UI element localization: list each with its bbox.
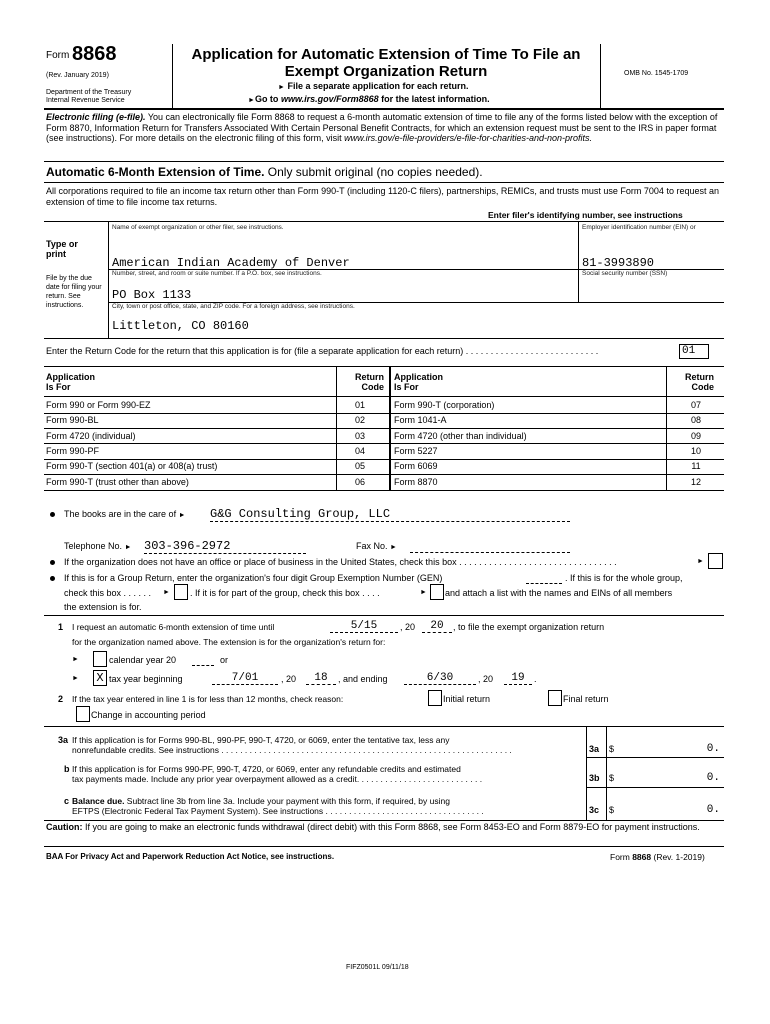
table-bottom-border — [44, 490, 724, 491]
line2-text: If the tax year entered in line 1 is for less than 12 months, check reason: — [72, 694, 344, 704]
arrow-icon: ► — [72, 656, 79, 663]
arrow-icon: ► — [248, 97, 255, 104]
table-row-form: Form 990-T (corporation) — [394, 400, 495, 410]
tax-year-begin-year-field[interactable]: 18 — [306, 672, 336, 685]
calendar-year-label: calendar year 20 — [109, 655, 177, 665]
tax-year-label: tax year beginning — [109, 674, 183, 684]
line1-number: 1 — [58, 622, 64, 632]
line3a-label: 3a — [589, 744, 600, 754]
line1-text: I request an automatic 6-month extension of time until — [72, 622, 275, 632]
table-row-code: 04 — [354, 445, 365, 456]
table-row-code: 05 — [354, 461, 365, 472]
final-return-label: Final return — [563, 694, 609, 704]
arrow-icon: ► — [163, 589, 170, 596]
bullet-icon — [50, 576, 55, 581]
group-members-text: the extension is for. — [64, 602, 142, 612]
table-header-code: Return Code — [355, 372, 384, 392]
efile-paragraph: Electronic filing (e-file). You can electronically file Form 8868 to request a 6-month automatic extension of time to file any of the forms listed below with the exception of Form 8870, Information Return for Transfers Associated With Certain Personal Benefit Contracts, for which an extension request must be sent to the IRS in paper format (see instructions). For more details on the electronic filing of this form, visit www.irs.gov/e-file-providers/e-file-for-charities-and-non-profits. — [46, 112, 718, 143]
line3c-label: 3c — [589, 805, 600, 815]
city-label: City, town or post office, state, and ZIP code. For a foreign address, see instructions. — [112, 303, 355, 310]
line3c-text: Balance due. Subtract line 3b from line 3a. Include your payment with this form, if required, by using EFTPS (Electronic Federal Tax Payment System). See instructions . . . . . . . . . . . . . . . . . . . . . . . . . . . . . . . . . . — [72, 796, 484, 816]
arrow-icon: ► — [278, 84, 285, 91]
irs-link[interactable]: www.irs.gov/Form8868 — [280, 94, 379, 104]
dollar-sign: $ — [609, 744, 615, 754]
table-row-code: 01 — [354, 400, 365, 410]
automatic-paragraph: All corporations required to file an income tax return other than Form 990-T (including 1120-C filers), partnerships, REMICs, and trusts must use Form 7004 to request an extension of time to file income tax returns. — [46, 186, 719, 207]
table-row-form: Form 4720 (individual) — [46, 430, 136, 441]
calendar-year-field[interactable] — [192, 655, 214, 666]
or-label: or — [220, 655, 229, 665]
city-field[interactable]: Littleton, CO 80160 — [112, 319, 249, 333]
table-row-divider — [44, 428, 724, 429]
telephone-field[interactable]: 303-396-2972 — [144, 539, 306, 554]
table-row-code: 10 — [690, 445, 701, 456]
dollar-sign: $ — [609, 773, 615, 783]
arrow-icon: ► — [72, 675, 79, 682]
comma20-label: , 20 — [281, 674, 297, 684]
table-row-code: 12 — [690, 476, 701, 487]
group-attach-text: and attach a list with the names and EINs of all members — [445, 588, 673, 598]
ein-instruction: Enter filer's identifying number, see instructions — [488, 210, 683, 220]
tax-year-begin-field[interactable]: 7/01 — [212, 672, 278, 685]
table-row-code: 07 — [690, 400, 701, 410]
arrow-icon: ► — [178, 512, 186, 519]
department-line2: Internal Revenue Service — [46, 97, 125, 104]
table-row-code: 02 — [354, 415, 365, 426]
line3b-amount-field[interactable]: 0. — [706, 772, 720, 784]
table-row-form: Form 990-PF — [46, 445, 100, 456]
table-row-code: 11 — [691, 461, 701, 472]
telephone-label: Telephone No. ► — [64, 541, 132, 551]
extension-until-field[interactable]: 5/15 — [330, 620, 398, 633]
tax-year-end-year-field[interactable]: 19 — [504, 672, 532, 685]
omb-number: OMB No. 1545-1709 — [624, 70, 689, 77]
subtitle-goto: ►Go to www.irs.gov/Form8868 for the latest information. — [248, 94, 490, 104]
books-label: The books are in the care of ► — [64, 509, 186, 519]
table-row-form: Form 8870 — [394, 476, 438, 487]
line3b-text: If this application is for Forms 990-PF, 990-T, 4720, or 6069, enter any refundable credits and estimated tax payments made. Include any prior year overpayment allowed as a credit. . . . . . . . . . . . . . . . . . . . . . . . . . . — [72, 764, 483, 784]
group-part-text: . If it is for part of the group, check this box . . . . — [190, 588, 380, 598]
line3a-amount-field[interactable]: 0. — [706, 743, 720, 755]
line2-number: 2 — [58, 694, 64, 704]
ein-label: Employer identification number (EIN) or — [582, 224, 696, 231]
type-or-print-label: Type or print — [46, 239, 78, 259]
arrow-icon: ► — [124, 544, 132, 551]
group-whole-text: . If this is for the whole group, — [565, 573, 683, 583]
group-gen-text: If this is for a Group Return, enter the organization's four digit Group Exemption Number (GEN) — [64, 573, 443, 583]
form-word: Form — [46, 50, 70, 61]
books-care-field[interactable]: G&G Consulting Group, LLC — [210, 507, 570, 522]
group-check-text: check this box . . . . . . — [64, 588, 152, 598]
line1-comma20: , 20 — [400, 622, 416, 632]
arrow-icon: ► — [697, 558, 704, 565]
line1-text3: for the organization named above. The extension is for the organization's return for: — [72, 637, 386, 647]
org-name-field[interactable]: American Indian Academy of Denver — [112, 256, 350, 270]
file-by-note: File by the due date for filing your return. See instructions. — [46, 275, 102, 309]
street-label: Number, street, and room or suite number. If a P.O. box, see instructions. — [112, 270, 322, 277]
table-row-form: Form 5227 — [394, 445, 438, 456]
return-code-field[interactable]: 01 — [679, 344, 709, 359]
table-header-application: Application Is For — [394, 372, 443, 392]
line3c-amount-field[interactable]: 0. — [706, 804, 720, 816]
and-ending-label: , and ending — [338, 674, 388, 684]
form-footer-id: Form 8868 (Rev. 1-2019) — [610, 852, 705, 862]
table-header-code: Return Code — [685, 372, 714, 392]
efile-link[interactable]: www.irs.gov/e-file-providers/e-file-for-charities-and-non-profits. — [344, 133, 593, 143]
whole-group-checkbox[interactable] — [174, 584, 188, 600]
fax-field[interactable] — [410, 541, 570, 553]
bullet-icon — [50, 560, 55, 565]
table-row-form: Form 990-BL — [46, 415, 99, 426]
calendar-year-checkbox[interactable] — [93, 651, 107, 667]
table-row-code: 08 — [690, 415, 701, 426]
form-title-line1: Application for Automatic Extension of Time To File an — [191, 46, 581, 63]
ein-field[interactable]: 81-3993890 — [582, 256, 655, 270]
table-row-form: Form 990-T (trust other than above) — [46, 476, 189, 487]
line3c-number: c — [64, 796, 70, 806]
table-row-code: 06 — [354, 476, 365, 487]
table-row-divider — [44, 474, 724, 475]
table-row-code: 03 — [354, 430, 365, 441]
no-office-text: If the organization does not have an office or place of business in the United States, check this box . . . . . . . . . . . . . . . . . . . . . . . . . . . . . . . . — [64, 557, 617, 567]
gen-field[interactable] — [526, 573, 562, 584]
table-row-divider — [44, 413, 724, 414]
line3a-number: 3a — [58, 735, 69, 745]
fax-label: Fax No. ► — [356, 541, 397, 551]
change-accounting-label: Change in accounting period — [91, 710, 206, 720]
table-row-divider — [44, 443, 724, 444]
change-accounting-checkbox[interactable] — [76, 706, 90, 722]
arrow-icon: ► — [420, 589, 427, 596]
table-row-form: Form 990-T (section 401(a) or 408(a) trust) — [46, 461, 218, 472]
line3b-label: 3b — [589, 773, 600, 783]
form-code: FIFZ0501L 09/11/18 — [346, 964, 409, 971]
bullet-icon — [50, 512, 55, 517]
subtitle-separate: ► File a separate application for each return. — [278, 81, 469, 91]
ssn-label: Social security number (SSN) — [582, 270, 668, 277]
initial-return-label: Initial return — [443, 694, 491, 704]
line3a-text: If this application is for Forms 990-BL, 990-PF, 990-T, 4720, or 6069, enter the tentative tax, less any nonrefundable credits. See instructions . . . . . . . . . . . . . . . . . . . . . . . . . . . . . . . . . . . . . . . . . . . . . . . . . . . . . . . . . . . . . . — [72, 735, 512, 755]
street-field[interactable]: PO Box 1133 — [112, 288, 192, 302]
table-row-form: Form 1041-A — [394, 415, 447, 426]
caution-text: Caution: If you are going to make an electronic funds withdrawal (direct debit) with this Form 8868, see Form 8453-EO and Form 8879-EO for payment instructions. — [46, 822, 700, 832]
table-row-form: Form 6069 — [394, 461, 438, 472]
part-group-checkbox[interactable] — [430, 584, 444, 600]
baa-notice: BAA For Privacy Act and Paperwork Reduction Act Notice, see instructions. — [46, 852, 335, 861]
table-row-divider — [44, 459, 724, 460]
table-row-code: 09 — [690, 430, 701, 441]
no-office-checkbox[interactable] — [708, 553, 723, 569]
final-return-checkbox[interactable] — [548, 690, 562, 706]
dollar-sign: $ — [609, 805, 615, 815]
form-title-line2: Exempt Organization Return — [284, 63, 488, 80]
tax-year-end-field[interactable]: 6/30 — [404, 672, 476, 685]
tax-year-checkbox[interactable]: X — [93, 670, 107, 686]
form-number: 8868 — [72, 43, 117, 65]
table-row-form: Form 4720 (other than individual) — [394, 430, 527, 441]
table-header-application: Application Is For — [46, 372, 95, 392]
automatic-heading: Automatic 6-Month Extension of Time. Only submit original (no copies needed). — [46, 165, 483, 179]
line1-text2: , to file the exempt organization return — [453, 622, 605, 632]
department-line1: Department of the Treasury — [46, 89, 132, 96]
extension-year-field[interactable]: 20 — [422, 620, 452, 633]
line3b-number: b — [64, 764, 70, 774]
table-row-form: Form 990 or Form 990-EZ — [46, 400, 151, 410]
comma20-label: , 20 — [478, 674, 494, 684]
initial-return-checkbox[interactable] — [428, 690, 442, 706]
return-code-instruction: Enter the Return Code for the return that this application is for (file a separate application for each return) . . . . . . . . . . . . . . . . . . . . . . . . . . . — [46, 346, 599, 356]
revision-date: (Rev. January 2019) — [46, 72, 109, 79]
org-name-label: Name of exempt organization or other filer, see instructions. — [112, 224, 284, 231]
arrow-icon: ► — [390, 544, 397, 551]
